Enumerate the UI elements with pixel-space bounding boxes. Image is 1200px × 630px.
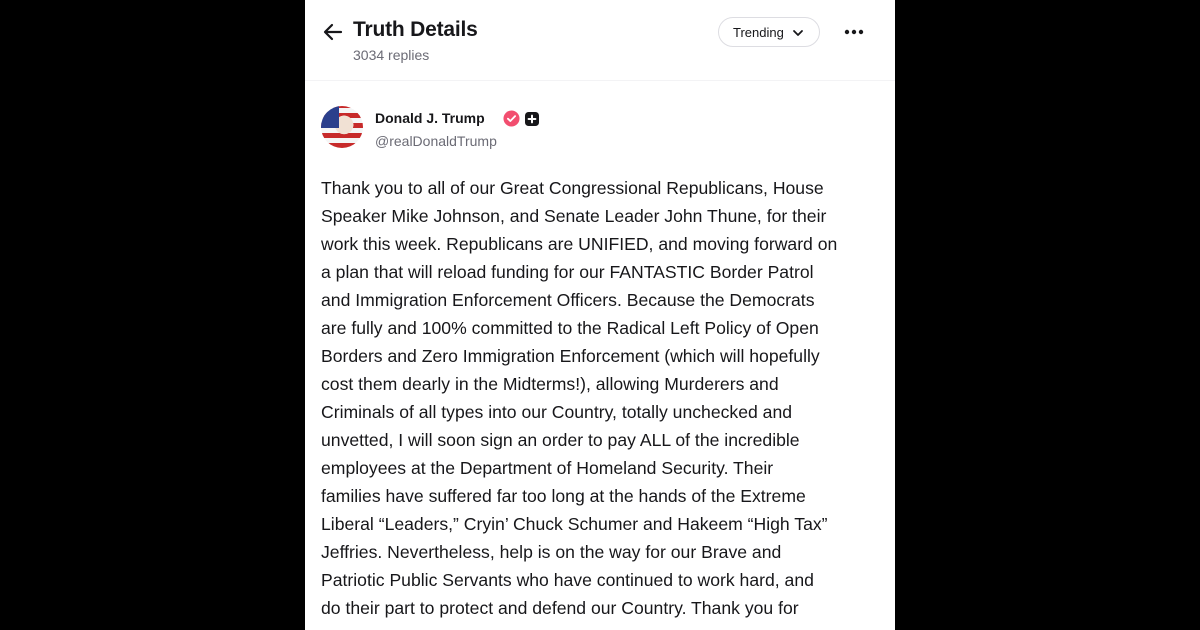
more-options-button[interactable]: [841, 20, 867, 44]
arrow-left-icon: [321, 20, 345, 44]
chevron-down-icon: [791, 26, 805, 40]
plus-badge-icon: [525, 112, 539, 126]
post-author[interactable]: [321, 106, 881, 154]
replies-count: 3034 replies: [353, 47, 430, 63]
back-button[interactable]: [321, 20, 345, 44]
post-body: Thank you to all of our Great Congressional Republicans, House Speaker Mike Johnson, and Senate Leader John Thune, for their work this week. Republicans are UNIFIED, and moving forward on a plan that will reload funding for our FANTASTIC Border Patrol and Immigration Enforcement Officers. Because the Democrats are fully and 100% committed to the Radical Left Policy of Open Borders and Zero Immigration Enforcement (which will hopefully cost them dearly in the Midterms!), allowing Murderers and Criminals of all types into our Country, totally unchecked and unvetted, I will soon sign an order to pay ALL of the incredible employees at the Department of Homeland Security. Their families have suffered far too long at the hands of the Extreme Liberal “Leaders,” Cryin’ Chuck Schumer and Hakeem “High Tax” Jeffries. Nevertheless, help is on the way for our Brave and Patriotic Public Servants who have continued to work hard, and do their part to protect and defend our Country. Thank you for: [321, 178, 838, 618]
avatar-flag-canton: [321, 106, 339, 128]
page-header: [305, 0, 895, 81]
author-name[interactable]: Donald J. Trump: [375, 110, 485, 126]
verified-badge-icon: [503, 110, 520, 127]
sort-selected-label: Trending: [733, 24, 784, 40]
sort-dropdown[interactable]: [718, 17, 820, 47]
author-handle[interactable]: @realDonaldTrump: [375, 133, 497, 149]
truth-details-panel: [305, 0, 895, 630]
avatar[interactable]: [321, 106, 363, 148]
page-title: Truth Details: [353, 18, 478, 41]
more-horizontal-icon: [841, 20, 867, 44]
